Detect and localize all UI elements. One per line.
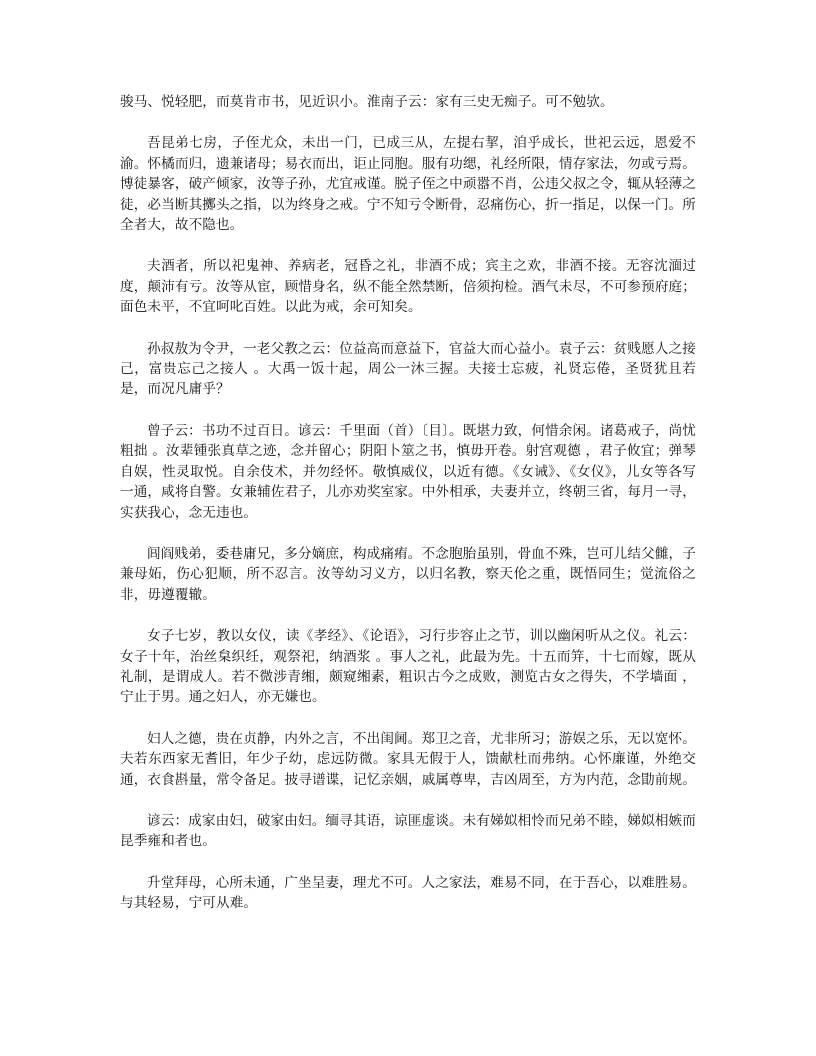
paragraph-9: 谚云：成家由妇，破家由妇。缅寻其语，谅匪虚谈。未有娣姒相怜而兄弟不睦，娣姒相嫉而昆季雍和者也。 (120, 812, 696, 850)
document-page (120, 92, 696, 935)
paragraph-6: 闾阎贱弟，委巷庸兄，多分嫡庶，构成痛痏。不念胞胎虽别，骨血不殊，岂可儿结父雠，子兼母妬，伤心犯顺，所不忍言。汝等幼习义方，以归名教，察天伦之重，既悟同生；觉流俗之非，毋遵覆辙。 (120, 545, 696, 603)
paragraph-5: 曾子云：书功不过百日。谚云：千里面（首）〔目〕。既堪力致，何惜余闲。诸葛戒子，尚忧粗拙 。汝辈锺张真草之迹，念并留心；阴阳卜筮之书，慎毋开卷。射宫观德 ，君子攸宜；弹琴自娱，性灵取悦。自余伎术，并勿经怀。敬慎威仪，以近有德。《女诫》、《女仪》，儿女等各写一通，咸将自警。女兼辅佐君子，儿亦劝奖室家。中外相承，夫妻并立，终朝三省，每月一寻，实获我心，念无违也。 (120, 422, 696, 521)
paragraph-4: 孙叔敖为令尹，一老父教之云：位益高而意益下，官益大而心益小。袁子云：贫贱愿人之接己，富贵忘己之接人 。大禹一饭十起，周公一沐三握。夫接士忘疲，礼贤忘倦，圣贤犹且若是，而况凡庸乎？ (120, 340, 696, 398)
paragraph-8: 妇人之德，贵在贞静，内外之言，不出闺阃。郑卫之音，尤非所习；游娱之乐，无以宽怀。夫若东西家无耆旧，年少子幼，虑远防微。家具无假于人，馈献杜而弗纳。心怀廉谨，外绝交通，衣食斟量，常令备足。披寻谱谍，记忆亲姻，戚属尊卑，吉凶周至，方为内范，念勖前规。 (120, 730, 696, 788)
paragraph-10: 升堂拜母，心所未通，广坐呈妻，理尤不可。人之家法，难易不同，在于吾心，以难胜易。与其轻易，宁可从难。 (120, 874, 696, 912)
paragraph-1: 骏马、悦轻肥，而莫肯市书，见近识小。淮南子云：家有三史无痴子。可不勉欤。 (120, 94, 614, 110)
paragraph-2: 吾昆弟七房，子侄尤众，未出一门，已成三从，左提右挈，洎乎成长，世祀云远，恩爱不渝。怀橘而归，遗兼诸母；易衣而出，讵止同胞。服有功缌，礼经所限，情存家法，勿或亏焉。博徒暴客，破产倾家，汝等子孙，尤宜戒谨。脱子侄之中顽嚣不肖，公违父叔之令，辄从轻薄之徒，必当断其擲头之指，以为终身之戒。宁不知亏令断骨，忍痛伤心，折一指足，以保一门。所全者大，故不隐也。 (120, 135, 696, 234)
paragraph-3: 夫酒者，所以祀鬼神、养病老，冠昏之礼，非酒不成；宾主之欢，非酒不接。无容沈湎过度，颠沛有亏。汝等从宦，顾惜身名，纵不能全然禁断，倍须拘检。酒气未尽，不可参预府庭；面色未平，不宜呵叱百姓。以此为戒，余可知矣。 (120, 258, 696, 316)
paragraph-7: 女子七岁，教以女仪，读《孝经》、《论语》，习行步容止之节，训以幽闲听从之仪。礼云：女子十年，治丝枲织纴，观祭祀，纳酒浆 。事人之礼，此最为先。十五而笄，十七而嫁，既从礼制，是谓成人。若不微涉青缃，颇窥缃素，粗识古今之成败，测览古女之得失，不学墙面 ，宁止于男。通之妇人，亦无嫌也。 (120, 628, 696, 706)
